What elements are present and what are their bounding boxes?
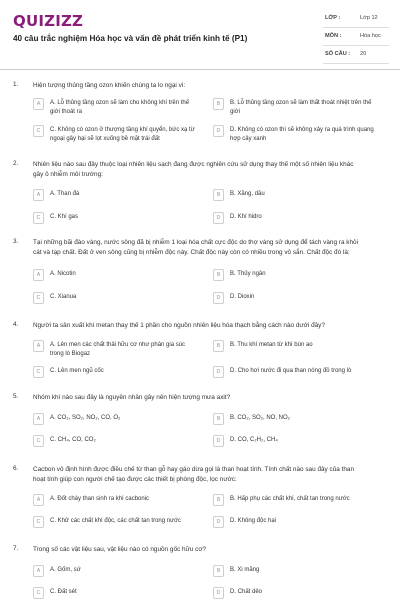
option-a[interactable] <box>33 269 197 291</box>
option-text: B. Xăng, dầu <box>230 191 265 197</box>
option-text: B. Hấp phụ các chất khí, chất tan trong nước <box>230 496 350 502</box>
option-text: B. CO₂, SO₂, NO, NO₂ <box>230 415 290 421</box>
question-text: Tại những bãi đào vàng, nước sông đã bị nhiễm 1 loại hóa chất cực độc do thợ vàng sử dụng để tách vàng ra khỏi cát và tạp chất. Đất ở ven sông cũng bị nhiễm độc này. Chất độc này còn có nhiều trong vỏ sắn. Chất độc đó là: <box>33 239 358 256</box>
option-text: B. Lỗ thủng tầng ozon sẽ làm thất thoát nhiệt trên thế giới <box>230 100 372 115</box>
option-letter-box: B <box>213 340 224 352</box>
option-text: A. Than đá <box>50 191 80 197</box>
option-d[interactable] <box>213 435 377 457</box>
option-d[interactable] <box>213 587 377 600</box>
question-text: Nhiên liệu nào sau đây thuộc loại nhiên liệu sạch đang được nghiên cứu sử dụng thay thế một số nhiên liệu khác gây ô nhiễm môi trường: <box>33 161 354 178</box>
option-text: D. Không độc hại <box>230 518 277 524</box>
worksheet-title: 40 câu trắc nghiệm Hóa học và vấn đề phát triển kinh tế (P1) <box>13 34 248 43</box>
option-text: A. Gốm, sứ <box>50 567 81 573</box>
meta-label: SỐ CÂU : <box>325 51 351 57</box>
option-c[interactable] <box>33 587 197 600</box>
option-letter-box: A <box>33 98 44 110</box>
question-text: Cacbon vô định hình được điều chế từ than gỗ hay gáo dừa gọi là than hoạt tính. Tính chất nào sau đây của than hoạt tính giúp con người chế tạo được các thiết bị phòng độc, lọc nước: <box>33 466 355 483</box>
option-letter-box: A <box>33 269 44 281</box>
option-b[interactable] <box>213 269 377 291</box>
option-text: D. Khí hidro <box>230 214 262 220</box>
option-letter-box: D <box>213 212 224 224</box>
option-letter-box: D <box>213 366 224 378</box>
option-text: D. Chất dẻo <box>230 589 263 595</box>
option-letter-box: A <box>33 494 44 506</box>
option-letter-box: C <box>33 435 44 447</box>
meta-value: 20 <box>360 51 367 57</box>
option-d[interactable] <box>213 366 377 388</box>
option-letter-box: A <box>33 413 44 425</box>
question-text: Người ta sản xuất khí metan thay thế 1 phần cho nguồn nhiên liệu hóa thạch bằng cách nào dưới đây? <box>33 322 325 329</box>
option-text: D. Cho hơi nước đi qua than nóng đỏ trong lò <box>230 368 352 374</box>
option-text: B. Thu khí metan từ khí bùn ao <box>230 342 313 348</box>
question-number: 5. <box>13 393 19 400</box>
option-text: A. CO₂, SO₂, NO₂, CO, O₂ <box>50 415 121 421</box>
option-letter-box: D <box>213 516 224 528</box>
option-text: C. Khử các chất khí độc, các chất tan trong nước <box>50 518 182 524</box>
option-text: C. Khí gas <box>50 214 79 220</box>
option-a[interactable] <box>33 413 197 435</box>
meta-value: Hóa học <box>360 33 381 39</box>
option-d[interactable] <box>213 516 377 538</box>
option-letter-box: B <box>213 269 224 281</box>
option-letter-box: A <box>33 189 44 201</box>
option-b[interactable] <box>213 98 377 120</box>
option-b[interactable] <box>213 494 377 516</box>
option-a[interactable] <box>33 565 197 587</box>
question-number: 3. <box>13 238 19 245</box>
option-a[interactable] <box>33 98 197 120</box>
option-letter-box: C <box>33 587 44 599</box>
option-d[interactable] <box>213 292 377 314</box>
option-c[interactable] <box>33 212 197 234</box>
option-text: C. Lên men ngũ cốc <box>50 368 104 374</box>
option-text: C. Đất sét <box>50 589 77 595</box>
header-divider <box>0 69 400 70</box>
option-letter-box: A <box>33 340 44 352</box>
option-letter-box: B <box>213 189 224 201</box>
option-text: B. Thủy ngân <box>230 271 266 277</box>
option-letter-box: D <box>213 292 224 304</box>
meta-value: Lớp 12 <box>360 15 378 21</box>
option-text: D. Không có ozon thì sẽ không xảy ra quá trình quang hợp cây xanh <box>230 127 374 142</box>
meta-table <box>323 12 389 66</box>
question-number: 6. <box>13 465 19 472</box>
option-b[interactable] <box>213 189 377 211</box>
option-letter-box: B <box>213 413 224 425</box>
option-letter-box: D <box>213 435 224 447</box>
question-number: 1. <box>13 81 19 88</box>
meta-row-subject <box>323 30 389 46</box>
option-text: C. Xianua <box>50 294 77 300</box>
option-text: B. Xi măng <box>230 567 260 573</box>
question-text: Trong số các vật liệu sau, vật liệu nào có nguồn gốc hữu cơ? <box>33 546 207 553</box>
option-letter-box: B <box>213 98 224 110</box>
option-d[interactable] <box>213 212 377 234</box>
meta-row-grade <box>323 12 389 28</box>
option-text: A. Đốt cháy than sinh ra khí cacbonic <box>50 496 150 502</box>
option-letter-box: C <box>33 366 44 378</box>
option-text: D. Dioxin <box>230 294 255 300</box>
option-letter-box: D <box>213 125 224 137</box>
option-letter-box: C <box>33 292 44 304</box>
option-a[interactable] <box>33 189 197 211</box>
option-letter-box: C <box>33 212 44 224</box>
question-number: 2. <box>13 160 19 167</box>
meta-label: MÔN : <box>325 33 342 39</box>
meta-row-count <box>323 48 389 64</box>
option-d[interactable] <box>213 125 377 147</box>
option-letter-box: C <box>33 516 44 528</box>
quizizz-logo: QUIZIZZ <box>13 12 84 30</box>
option-letter-box: B <box>213 494 224 506</box>
option-a[interactable] <box>33 340 197 362</box>
option-b[interactable] <box>213 565 377 587</box>
option-c[interactable] <box>33 292 197 314</box>
option-letter-box: D <box>213 587 224 599</box>
option-text: C. CH₄, CO, CO₂ <box>50 437 96 443</box>
option-text: A. Lên men các chất thải hữu cơ như phân gia súc trong lò Biogaz <box>50 342 186 357</box>
option-letter-box: B <box>213 565 224 577</box>
option-letter-box: C <box>33 125 44 137</box>
option-c[interactable] <box>33 366 197 388</box>
meta-label: LỚP : <box>325 15 341 21</box>
question-text: Nhóm khí nào sau đây là nguyên nhân gây nên hiện tượng mưa axit? <box>33 394 231 401</box>
option-text: C. Không có ozon ở thượng tầng khí quyển, bức xạ từ ngoại gây hại sẽ lọt xuống bề mặt trái đất <box>50 127 195 142</box>
option-b[interactable] <box>213 413 377 435</box>
option-c[interactable] <box>33 435 197 457</box>
option-text: D. CO, C₂H₂, CH₄ <box>230 437 278 443</box>
option-b[interactable] <box>213 340 377 362</box>
question-text: Hiện tượng thủng tầng ozon khiến chúng ta lo ngại vì: <box>33 82 186 89</box>
worksheet-header <box>0 0 400 70</box>
option-text: A. Lỗ thủng tầng ozon sẽ làm cho không khí trên thế giới thoát ra <box>50 100 190 115</box>
option-text: A. Nicotin <box>50 271 76 277</box>
option-letter-box: A <box>33 565 44 577</box>
option-c[interactable] <box>33 125 197 147</box>
option-a[interactable] <box>33 494 197 516</box>
question-number: 7. <box>13 545 19 552</box>
option-c[interactable] <box>33 516 197 538</box>
question-number: 4. <box>13 321 19 328</box>
